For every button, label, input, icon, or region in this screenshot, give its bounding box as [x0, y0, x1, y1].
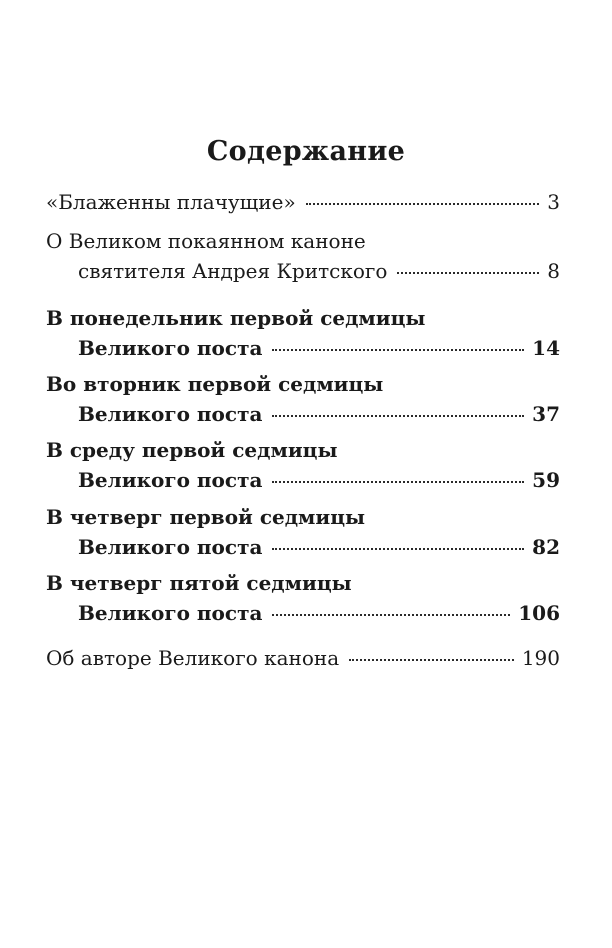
toc-entry-line — [46, 256, 560, 286]
toc-page-number: 3 — [547, 190, 560, 214]
toc-entry-line — [46, 598, 560, 628]
dot-leader — [272, 481, 524, 483]
toc-page-number: 8 — [547, 259, 560, 283]
toc-entry-title-continued: Великого поста — [78, 535, 263, 559]
toc-page-number: 59 — [532, 468, 560, 492]
toc-entry — [46, 502, 560, 562]
toc-entry-title: «Блаженны плачущие» — [46, 190, 296, 214]
dot-leader — [272, 548, 524, 550]
dot-leader — [349, 659, 514, 661]
toc-entry-title-continued: святителя Андрея Критского — [78, 259, 388, 283]
toc-entry-line — [46, 643, 560, 673]
toc-entry — [46, 369, 560, 429]
toc-entry-line — [46, 502, 560, 532]
toc-entry-title-continued: Великого поста — [78, 468, 263, 492]
toc-entry-line — [46, 333, 560, 363]
toc-page-number: 14 — [532, 336, 560, 360]
toc-entry-title: В четверг пятой седмицы — [46, 571, 352, 595]
toc-entry-title-continued: Великого поста — [78, 601, 263, 625]
toc-entry-line — [46, 435, 560, 465]
toc-entry-line — [46, 532, 560, 562]
toc-entry — [46, 226, 560, 286]
toc-entry-title: В среду первой седмицы — [46, 438, 338, 462]
toc-entry — [46, 187, 560, 217]
toc-entry — [46, 568, 560, 628]
dot-leader — [272, 415, 524, 417]
toc-entry-line — [46, 226, 560, 256]
toc-entry — [46, 643, 560, 673]
toc-entry-title: О Великом покаянном каноне — [46, 229, 366, 253]
dot-leader — [272, 349, 524, 351]
toc-entry-title: Во вторник первой седмицы — [46, 372, 384, 396]
dot-leader — [306, 203, 540, 205]
toc-entry-title: Об авторе Великого канона — [46, 646, 340, 670]
toc-entry-title-continued: Великого поста — [78, 402, 263, 426]
toc-entry-line — [46, 399, 560, 429]
toc-page-number: 37 — [532, 402, 560, 426]
toc-entry — [46, 435, 560, 495]
toc-entry-title: В четверг первой седмицы — [46, 505, 366, 529]
toc-entry — [46, 303, 560, 363]
toc-page-number: 106 — [518, 601, 560, 625]
toc-entry-line — [46, 568, 560, 598]
page-title: Содержание — [206, 136, 406, 167]
toc-entry-line — [46, 303, 560, 333]
toc-page-number: 190 — [521, 646, 560, 670]
toc-entry-line — [46, 187, 560, 217]
dot-leader — [272, 614, 510, 616]
toc-entry-line — [46, 369, 560, 399]
toc-entry-title-continued: Великого поста — [78, 336, 263, 360]
toc-entry-title: В понедельник первой седмицы — [46, 306, 426, 330]
toc-page-number: 82 — [532, 535, 560, 559]
toc-entry-line — [46, 465, 560, 495]
dot-leader — [397, 272, 539, 274]
